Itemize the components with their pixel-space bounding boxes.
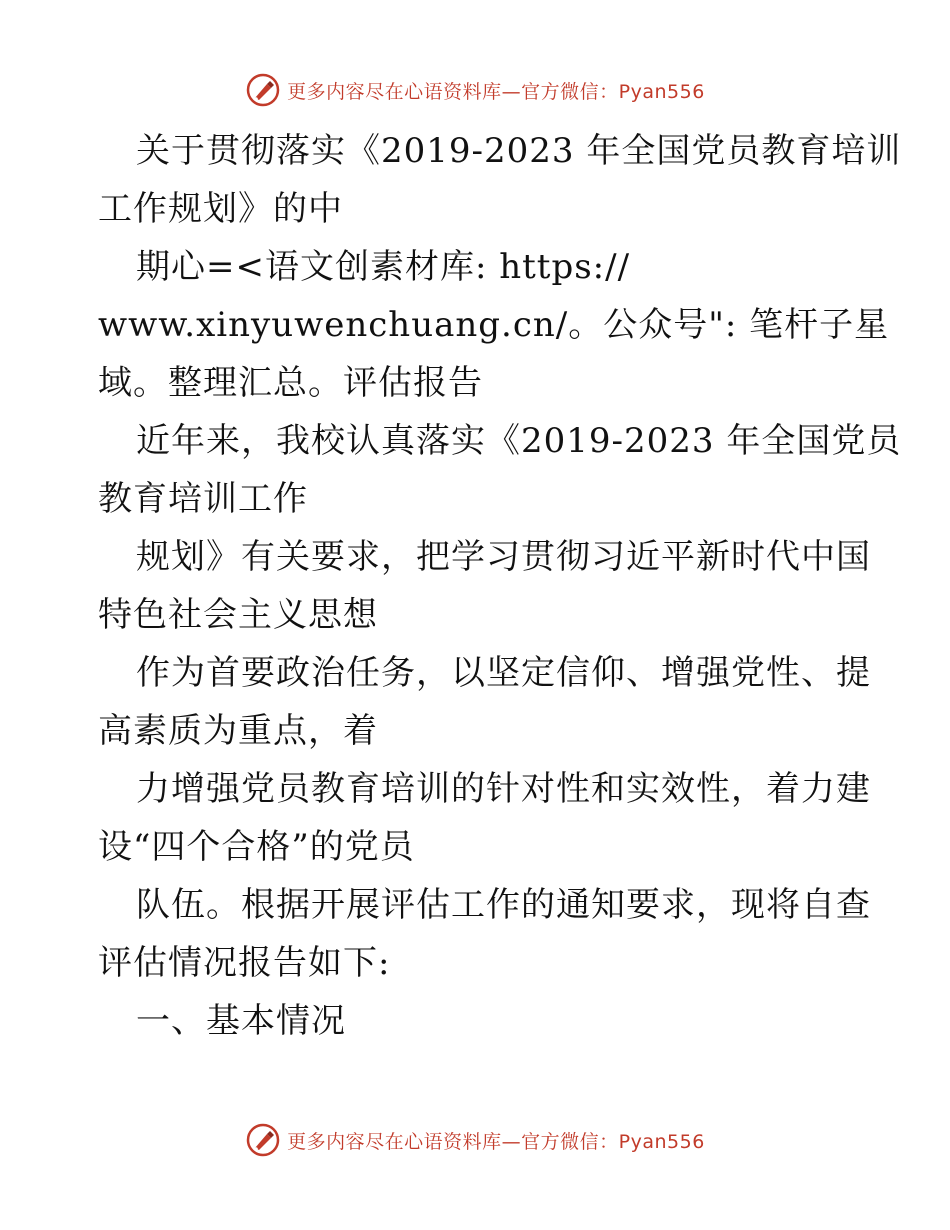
watermark-text: 更多内容尽在心语资料库—官方微信：Pyan556	[287, 80, 705, 103]
document-line: www.xinyuwenchuang.cn/。公众号": 笔杆子星	[98, 305, 890, 345]
document-line: 高素质为重点，着	[98, 711, 378, 751]
document-line: 工作规划》的中	[98, 189, 343, 229]
document-line: 评估情况报告如下:	[98, 943, 391, 983]
document-line: 近年来，我校认真落实《2019-2023 年全国党员	[136, 421, 902, 461]
document-line: 域。整理汇总。评估报告	[98, 363, 483, 403]
document-line: 作为首要政治任务，以坚定信仰、增强党性、提	[136, 653, 871, 693]
watermark-text: 更多内容尽在心语资料库—官方微信：Pyan556	[287, 1130, 705, 1153]
document-line: 设“四个合格”的党员	[98, 827, 415, 867]
document-line: 队伍。根据开展评估工作的通知要求，现将自查	[136, 885, 871, 925]
document-line: 关于贯彻落实《2019-2023 年全国党员教育培训	[136, 131, 902, 171]
document-line: 教育培训工作	[98, 479, 308, 519]
document-line: 特色社会主义思想	[98, 595, 378, 635]
footer-watermark	[0, 1118, 950, 1162]
document-line: 规划》有关要求，把学习贯彻习近平新时代中国	[136, 537, 871, 577]
header-watermark	[0, 68, 950, 112]
document-line: 期心=<语文创素材库: https://	[136, 247, 631, 287]
document-line: 力增强党员教育培训的针对性和实效性，着力建	[136, 769, 871, 809]
pen-logo-icon	[245, 1122, 281, 1158]
pen-logo-icon	[245, 72, 281, 108]
document-body	[98, 122, 902, 1050]
document-line: 一、基本情况	[136, 1001, 346, 1041]
